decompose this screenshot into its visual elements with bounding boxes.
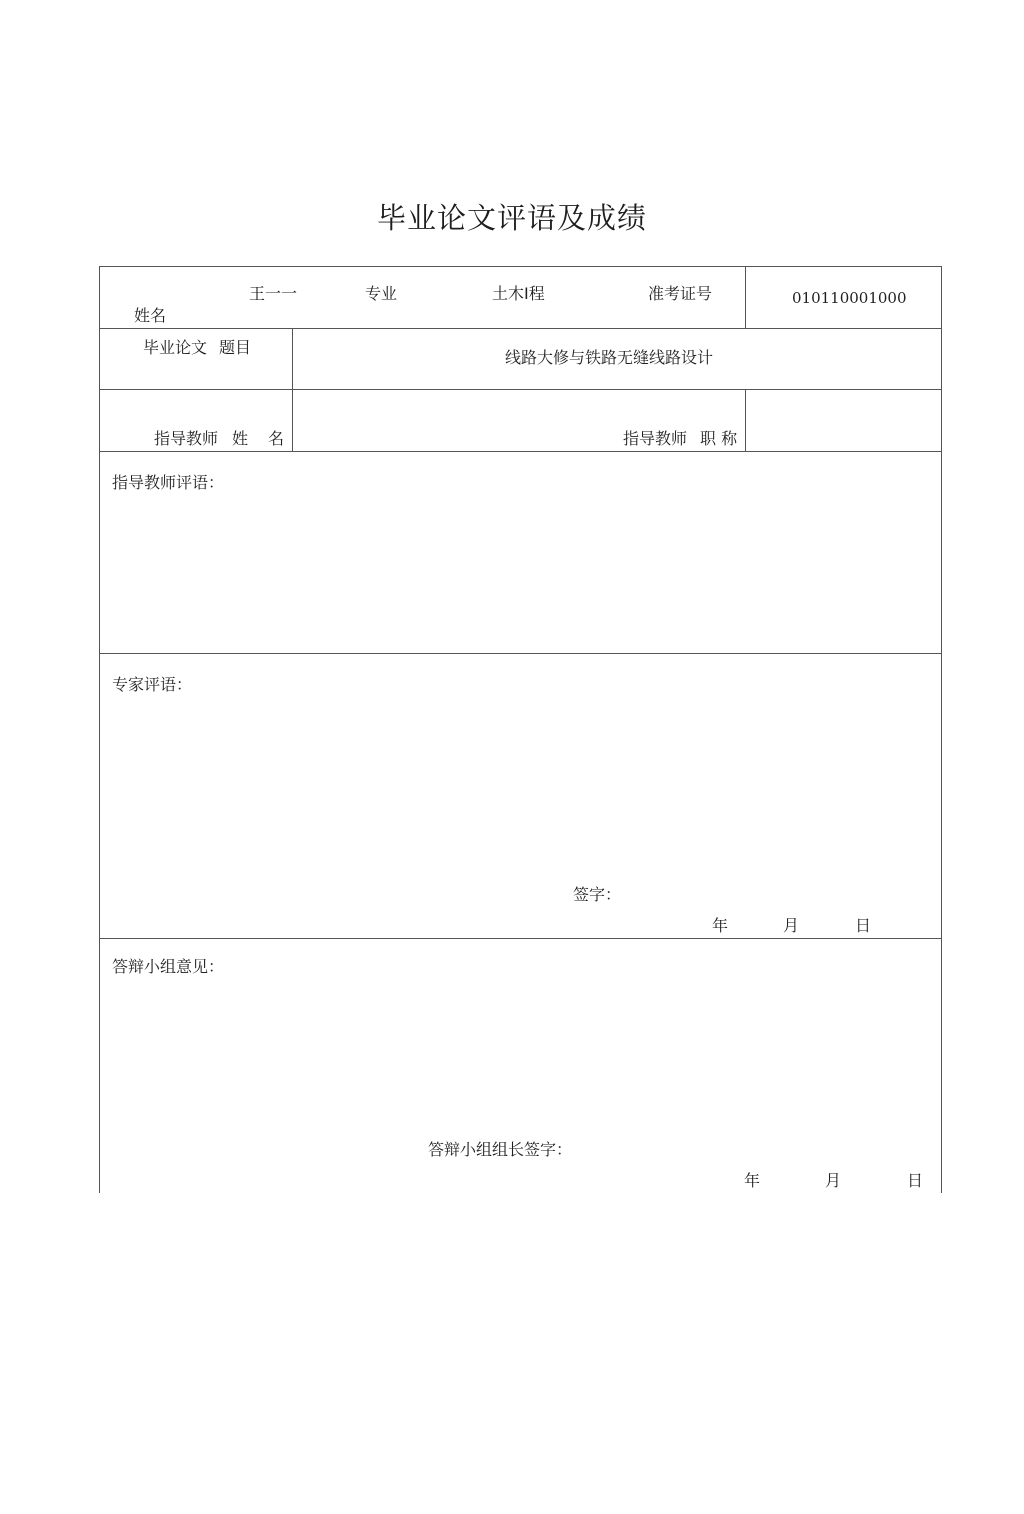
thesis-label-a: 毕业论文 [143,338,208,357]
major-value: 土木I程 [492,284,545,303]
thesis-label-b: 题目 [219,338,252,357]
advisor-name-label-c: 名 [268,429,285,448]
panel-date-year: 年 [744,1171,761,1190]
major-label: 专业 [365,284,398,303]
panel-date-day: 日 [907,1171,924,1190]
row-divider-2 [99,389,942,390]
table-border-right [941,266,942,1193]
table-border-top [99,266,942,267]
panel-opinion-label: 答辩小组意见： [112,957,225,976]
thesis-title-value: 线路大修与铁路无缝线路设计 [505,348,714,367]
name-value: 王一一 [249,284,298,303]
name-label: 姓名 [134,306,167,325]
advisor-name-label-a: 指导教师 [154,429,219,448]
advisor-name-label-b: 姓 [232,429,249,448]
row-divider-4 [99,653,942,654]
col-divider-exam-id [745,266,746,328]
col-divider-advisor-title [745,389,746,451]
form-title: 毕业论文评语及成绩 [376,201,647,235]
panel-date-month: 月 [825,1171,842,1190]
expert-comment-label: 专家评语： [112,675,193,694]
expert-sign-label: 签字： [573,885,622,904]
expert-date-day: 日 [855,916,872,935]
advisor-comment-label: 指导教师评语： [112,473,225,492]
advisor-title-label-a: 指导教师 [623,429,688,448]
col-divider-thesis-label [292,328,293,451]
exam-id-value: 010110001000 [792,289,907,307]
row-divider-3 [99,451,942,452]
expert-date-month: 月 [783,916,800,935]
table-border-left [99,266,100,1193]
row-divider-5 [99,938,942,939]
panel-leader-sign-label: 答辩小组组长签字： [428,1140,573,1159]
expert-date-year: 年 [712,916,729,935]
exam-id-label: 准考证号 [648,284,713,303]
advisor-title-label-b: 职 称 [700,429,738,448]
row-divider-1 [99,328,942,329]
